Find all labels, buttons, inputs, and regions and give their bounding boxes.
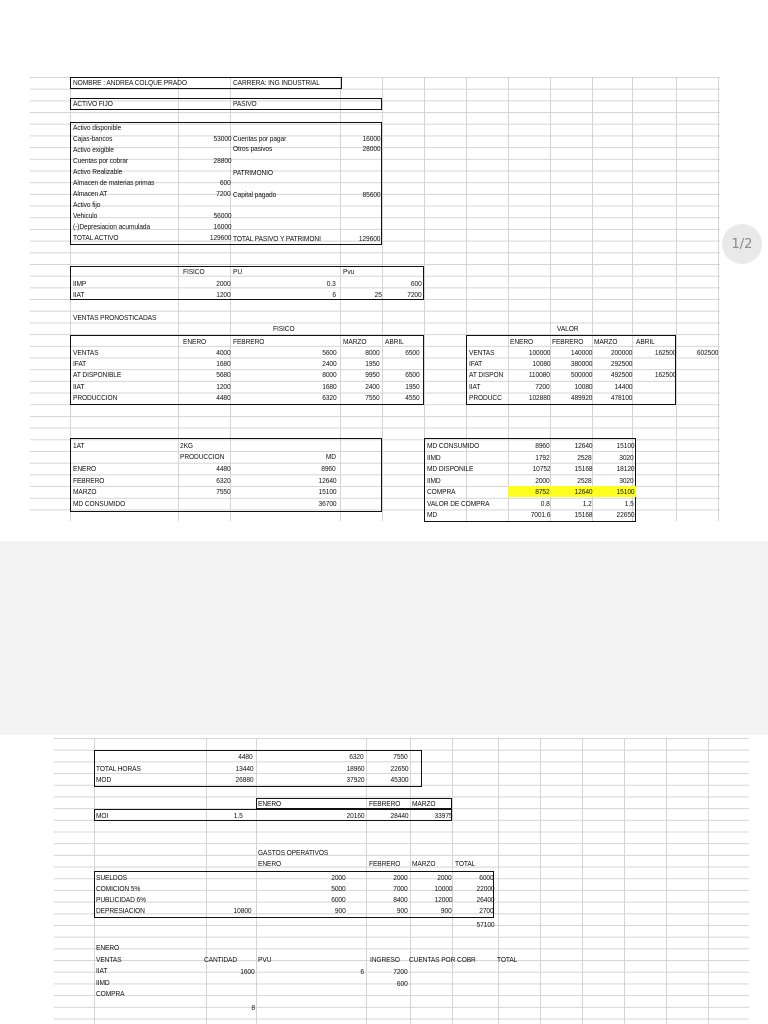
compras-cell: 1792 [535,452,550,462]
moi-rate: 1.5 [234,811,243,820]
compras-cell: 3020 [619,475,634,485]
md-row-label: ENERO [73,464,97,473]
compras-cell: 15168 [574,510,592,519]
horas-row-label: MOD [96,775,112,784]
cantidad-value: 1600 [240,967,255,976]
balance-row-value: 7200 [216,189,231,198]
valor-month: ABRIL [636,337,655,346]
balance-row-value: 28800 [213,156,231,165]
pasivo-row-2-label: Otros pasivos [233,144,273,153]
valor-cell: 10080 [574,381,592,391]
moi-month: FEBRERO [369,799,401,808]
ventas-title: VENTAS PRONOSTICADAS [73,313,157,322]
balance-row-value: 56000 [213,211,231,220]
inv-row-total: 7200 [407,290,422,299]
balance-row-label: Cuentas por cobrar [73,156,128,165]
inv-row-pu: 6 [332,290,336,299]
gastos-row-label: SUELDOS [96,873,127,882]
md-col-label: MD [325,452,336,461]
md-prod: 7550 [216,487,231,497]
inv-row-fisico: 1200 [216,290,231,299]
gastos-month: ENERO [258,859,282,868]
moi-month: MARZO [412,799,436,808]
fisico-title: FISICO [273,324,295,333]
ventas2-label: COMPRA [96,989,125,999]
inv-header-pvu: Pvu [343,267,355,276]
gastos-cell: 900 [441,906,452,915]
kg-label: 2KG [180,441,193,450]
valor-title: VALOR [557,324,579,333]
compras-row-label: VALOR DE COMPRA [427,498,490,508]
valor-cell: 110080 [528,370,550,380]
ventas-row-label: PRODUCCION [73,392,118,402]
valor-month: FEBRERO [552,337,584,346]
compras-cell: 8752 [535,487,550,496]
gastos-grand-total: 57100 [476,920,494,929]
gastos-cell: 7000 [393,884,408,893]
balance-row-label: (-)Depresiacion acumulada [73,222,151,231]
ventas-cell: 6500 [405,348,420,357]
ventas-cell: 7550 [365,392,380,402]
gastos-cell: 6000 [331,895,346,904]
compras-row-label: COMPRA [427,487,456,496]
valor-cell: 102880 [528,392,550,402]
balance-row-label: Activo Realizable [73,167,123,176]
ventas-month: MARZO [343,337,367,346]
compras-cell: 15168 [574,464,592,473]
balance-row-label: Activo disponible [73,123,122,132]
ventas-cell: 1950 [405,381,420,391]
valor-cell: 489920 [570,392,592,402]
valor-row-label: AT DISPON [469,370,504,380]
moi-value: 28440 [390,811,408,820]
ventas-cell: 1680 [216,359,231,369]
total-pasivo-value: 129600 [358,234,380,243]
compras-cell: 10752 [532,464,550,473]
ventas2-label: ENERO [96,943,120,952]
compras-cell: 12640 [574,487,592,496]
valor-cell: 380000 [570,359,592,369]
gastos-title: GASTOS OPERATIVOS [258,848,329,857]
md-value: 36700 [318,498,336,508]
ingreso-value: 7200 [393,967,408,976]
valor-cell: 10080 [532,359,550,369]
ventas-cell: 2400 [365,381,380,391]
gastos-row-label: COMICION 5% [96,884,141,893]
gastos-cell: 2000 [437,873,452,882]
inv-row-pu: 0.3 [327,279,336,288]
ventas-cell: 8000 [365,348,380,357]
gastos-month: FEBRERO [369,859,401,868]
ventas-month: ENERO [183,337,207,346]
horas-cell: 45300 [390,775,408,784]
ventas-month: ABRIL [385,337,404,346]
inv-row-pvu: 25 [374,290,382,299]
inv-row-total: 600 [411,279,422,288]
capital-label: Capital pagado [233,190,277,199]
balance-row-label: Activo fijo [73,200,101,209]
ventas-cell: 5680 [216,370,231,380]
inv-row-label: IIMP [73,279,87,288]
valor-cell: 7200 [535,381,550,391]
balance-row-label: Activo exigible [73,145,114,154]
ventas-cell: 6500 [405,370,420,380]
horas-cell: 22650 [390,764,408,773]
ventas-cell: 5600 [322,348,337,357]
total-pasivo-label: TOTAL PASIVO Y PATRIMONI [233,234,321,243]
activo-fijo-header [70,98,382,110]
valor-month: MARZO [594,337,618,346]
pvu-label: PVU [258,955,272,964]
ingreso-label: INGRESO [370,955,400,964]
pasivo-title: PASIVO [233,99,257,108]
iat-label: 1AT [73,441,85,450]
moi-value: 33975 [434,811,452,820]
compras-cell: 22650 [616,510,634,519]
bottom-value: 8 [251,1003,255,1012]
balance-row-label: Almacen AT [73,189,108,198]
gastos-cell: 6000 [479,873,494,882]
horas-row-label: TOTAL HORAS [96,764,141,773]
gastos-cell: 2000 [331,873,346,882]
balance-row-label: Almacen de materias primas [73,178,155,187]
compras-row-label: MD [427,510,438,519]
ventas-cell: 1950 [365,359,380,369]
valor-row-label: VENTAS [469,348,495,357]
balance-row-label: Vehiculo [73,211,98,220]
compras-cell: 8960 [535,441,550,450]
horas-table-box [94,750,422,787]
compras-cell: 1.2 [583,498,592,508]
ventas-cell: 4000 [216,348,231,357]
horas-top-cell: 4480 [238,752,253,761]
gastos-cell: 12000 [434,895,452,904]
gastos-cell: 900 [335,906,346,915]
valor-row-label: IIAT [469,381,481,391]
career-label: CARRERA: ING INDUSTRIAL [233,78,320,87]
balance-row-value: 16000 [213,222,231,231]
valor-cell: 14400 [614,381,632,391]
moi-month: ENERO [258,799,282,808]
gastos-cell: 900 [397,906,408,915]
compras-row-label: IIMD [427,475,441,485]
balance-row-value: 600 [220,178,231,187]
page-indicator: 1/2 [722,224,762,264]
gastos-cell: 26400 [476,895,494,904]
pasivo-row-1-label: Cuentas por pagar [233,134,287,143]
activo-fijo-title: ACTIVO FIJO [73,99,113,108]
total-label: TOTAL [497,955,518,964]
ventas2-label: IIMD [96,977,110,987]
cantidad-label: CANTIDAD [204,955,238,964]
ventas2-label: IIAT [96,966,108,976]
gastos-pre: 10800 [233,906,251,915]
md-row-label: FEBRERO [73,475,105,485]
horas-cell: 13440 [235,764,253,773]
ventas-cell: 9950 [365,370,380,380]
balance-row-label: TOTAL ACTIVO [73,233,119,242]
ventas-row-label: IFAT [73,359,87,369]
compras-row-label: MD DISPONILE [427,464,474,473]
compras-row-label: IIMD [427,452,441,462]
gastos-cell: 2000 [393,873,408,882]
valor-cell: 500000 [570,370,592,380]
valor-cell: 162500 [654,348,676,357]
valor-month: ENERO [510,337,534,346]
produccion-label: PRODUCCION [180,452,225,461]
balance-row-value: 53000 [213,134,231,143]
valor-row-label: PRODUCC [469,392,502,402]
moi-label: MOI [96,811,109,820]
md-value: 15100 [318,487,336,497]
valor-cell: 478100 [610,392,632,402]
md-prod: 4480 [216,464,231,473]
pvu-value: 6 [360,967,364,976]
inv-row-fisico: 2000 [216,279,231,288]
horas-cell: 37920 [346,775,364,784]
gastos-cell: 22000 [476,884,494,893]
moi-value: 20160 [346,811,364,820]
gastos-row-label: DEPRESIACION [96,906,145,915]
ventas-month: FEBRERO [233,337,265,346]
ventas-cell: 1680 [322,381,337,391]
compras-cell: 15100 [616,487,634,496]
inv-row-label: IIAT [73,290,85,299]
compras-cell: 7001.6 [530,510,550,519]
ventas-cell: 1200 [216,381,231,391]
cuentas-label: CUENTAS POR COBR [409,955,476,964]
compras-cell: 1.5 [625,498,634,508]
compras-cell: 15100 [616,441,634,450]
ingreso-value: 600 [397,978,408,988]
gastos-cell: 8400 [393,895,408,904]
ventas2-label: VENTAS [96,954,122,964]
ventas-cell: 4480 [216,392,231,402]
valor-cell: 492500 [610,370,632,380]
capital-value: 85600 [362,190,380,199]
ventas-cell: 4550 [405,392,420,402]
compras-cell: 3020 [619,452,634,462]
valor-cell: 162500 [654,370,676,380]
student-name: NOMBRE : ANDREA COLQUE PRADO [73,78,187,87]
valor-cell: 292500 [610,359,632,369]
valor-cell: 140000 [570,348,592,357]
gastos-row-label: PUBLICIDAD 6% [96,895,146,904]
gastos-month: MARZO [412,859,436,868]
compras-cell: 2528 [577,452,592,462]
horas-top-cell: 7550 [393,752,408,761]
balance-row-value: 129600 [209,233,231,242]
pasivo-row-2-value: 28000 [362,144,380,153]
pasivo-row-1-value: 16000 [362,134,380,143]
compras-cell: 0.8 [541,498,550,508]
md-row-label: MD CONSUMIDO [73,498,126,508]
inv-header-fisico: FISICO [183,267,205,276]
inv-header-pu: PU [233,267,243,276]
ventas-cell: 6320 [322,392,337,402]
compras-row-label: MD CONSUMIDO [427,441,480,450]
md-value: 12640 [318,475,336,485]
horas-cell: 26880 [235,775,253,784]
ventas-row-label: IIAT [73,381,85,391]
spreadsheet-page-2 [0,735,768,1024]
ventas-cell: 8000 [322,370,337,380]
inventory-box [70,266,424,300]
ventas-row-label: VENTAS [73,348,99,357]
compras-cell: 2000 [535,475,550,485]
horas-cell: 18960 [346,764,364,773]
compras-cell: 2528 [577,475,592,485]
valor-cell: 200000 [610,348,632,357]
md-value: 8960 [321,464,336,473]
gastos-cell: 2700 [479,906,494,915]
balance-row-label: Cajas-bancos [73,134,113,143]
ventas-row-label: AT DISPONIBLE [73,370,122,380]
gastos-cell: 5000 [331,884,346,893]
compras-cell: 12640 [574,441,592,450]
ventas-cell: 2400 [322,359,337,369]
valor-cell: 602500 [696,348,718,357]
patrimonio-title: PATRIMONIO [233,168,273,177]
md-prod: 6320 [216,475,231,485]
compras-cell: 18120 [616,464,634,473]
gastos-cell: 10000 [434,884,452,893]
valor-row-label: IFAT [469,359,483,369]
gastos-month: TOTAL [455,859,476,868]
valor-cell: 100000 [528,348,550,357]
horas-top-cell: 6320 [349,752,364,761]
md-row-label: MARZO [73,487,97,497]
